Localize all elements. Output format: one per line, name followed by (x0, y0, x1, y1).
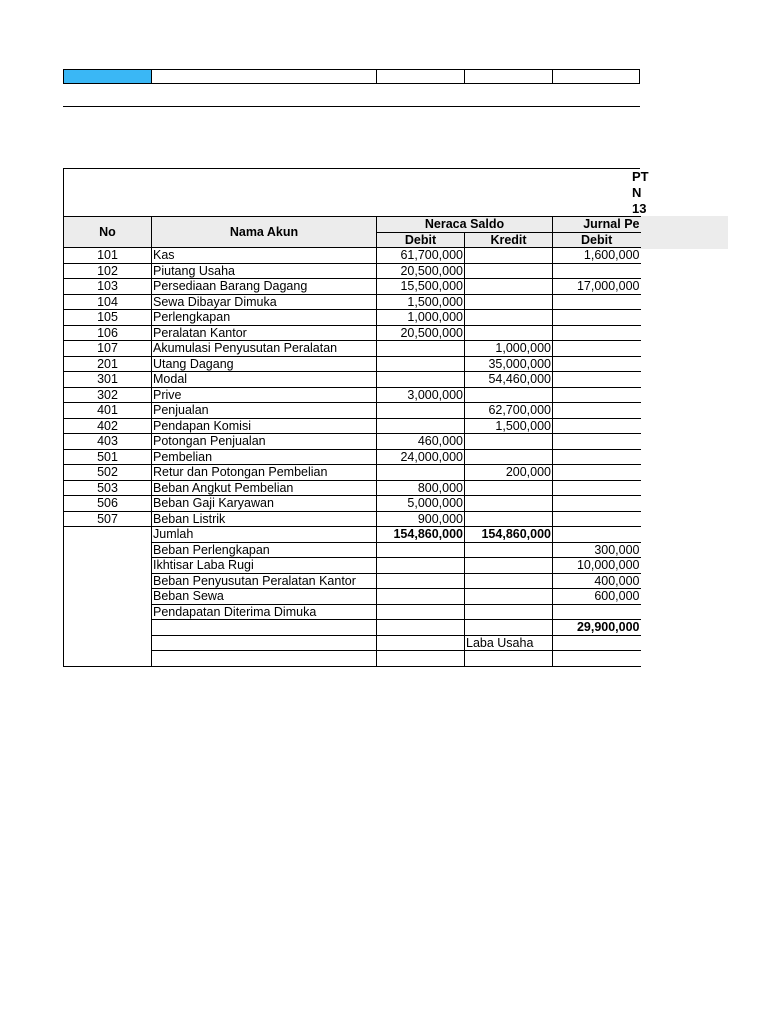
account-number-cell[interactable]: 302 (64, 387, 152, 403)
adjusting-debit-cell[interactable] (553, 294, 641, 310)
account-name-cell[interactable]: Beban Perlengkapan (152, 542, 377, 558)
empty-cell[interactable] (553, 651, 641, 667)
account-name-cell[interactable]: Pendapatan Diterima Dimuka (152, 604, 377, 620)
account-number-cell[interactable]: 402 (64, 418, 152, 434)
table-row (64, 434, 641, 450)
debit-cell[interactable]: 460,000 (377, 434, 465, 450)
credit-cell[interactable] (465, 542, 553, 558)
adjusting-debit-cell[interactable] (553, 372, 641, 388)
credit-cell[interactable] (465, 434, 553, 450)
credit-cell[interactable] (465, 294, 553, 310)
empty-no-cell[interactable] (64, 527, 152, 543)
header-account: Nama Akun (152, 217, 377, 248)
table-row (64, 418, 641, 434)
debit-cell[interactable]: 24,000,000 (377, 449, 465, 465)
cell-divider (376, 70, 377, 83)
account-number-cell[interactable]: 507 (64, 511, 152, 527)
table-row (64, 651, 641, 667)
adjusting-debit-cell[interactable]: 17,000,000 (553, 279, 641, 295)
adjusting-debit-cell[interactable] (553, 341, 641, 357)
header-credit: Kredit (465, 232, 553, 248)
adjusting-total-row (64, 620, 641, 636)
account-name-cell[interactable]: Retur dan Potongan Pembelian (152, 465, 377, 481)
account-number-cell[interactable]: 501 (64, 449, 152, 465)
credit-cell[interactable] (465, 263, 553, 279)
adjusting-debit-cell[interactable]: 600,000 (553, 589, 641, 605)
debit-cell[interactable] (377, 372, 465, 388)
divider-line (63, 106, 640, 107)
total-label-cell[interactable]: Jumlah (152, 527, 377, 543)
table-row (64, 496, 641, 512)
debit-cell[interactable]: 1,500,000 (377, 294, 465, 310)
empty-no-cell[interactable] (64, 542, 152, 558)
empty-no-cell[interactable] (64, 604, 152, 620)
worksheet-title-box (63, 168, 649, 216)
header-trial-balance: Neraca Saldo (377, 217, 553, 233)
credit-cell[interactable]: 62,700,000 (465, 403, 553, 419)
adjusting-debit-cell[interactable] (553, 480, 641, 496)
credit-cell[interactable] (465, 573, 553, 589)
adjusting-debit-cell[interactable] (553, 496, 641, 512)
debit-cell[interactable] (377, 403, 465, 419)
title-line-3: 13 (632, 201, 647, 216)
table-row (64, 604, 641, 620)
account-name-cell[interactable]: Beban Angkut Pembelian (152, 480, 377, 496)
total-debit-cell[interactable]: 154,860,000 (377, 527, 465, 543)
table-row (64, 341, 641, 357)
table-row (64, 542, 641, 558)
account-number-cell[interactable]: 104 (64, 294, 152, 310)
adjusting-debit-cell[interactable] (553, 434, 641, 450)
table-row (64, 403, 641, 419)
adjusting-debit-cell[interactable] (553, 511, 641, 527)
empty-cell[interactable] (553, 635, 641, 651)
empty-no-cell[interactable] (64, 635, 152, 651)
account-number-cell[interactable]: 502 (64, 465, 152, 481)
header-overflow-bg (640, 216, 728, 249)
account-name-cell[interactable]: Utang Dagang (152, 356, 377, 372)
selected-cell-highlight (64, 70, 151, 83)
credit-cell[interactable]: 1,500,000 (465, 418, 553, 434)
table-row (64, 558, 641, 574)
table-row (64, 387, 641, 403)
account-number-cell[interactable]: 301 (64, 372, 152, 388)
table-row (64, 279, 641, 295)
adjusting-debit-cell[interactable]: 300,000 (553, 542, 641, 558)
debit-cell[interactable] (377, 573, 465, 589)
account-name-cell[interactable]: Modal (152, 372, 377, 388)
debit-cell[interactable] (377, 542, 465, 558)
account-name-cell[interactable]: Pembelian (152, 449, 377, 465)
table-row (64, 589, 641, 605)
account-name-cell[interactable]: Kas (152, 248, 377, 264)
title-line-2: N (632, 185, 642, 200)
table-row (64, 310, 641, 326)
adjusting-debit-cell[interactable] (553, 527, 641, 543)
account-name-cell[interactable]: Piutang Usaha (152, 263, 377, 279)
empty-no-cell[interactable] (64, 651, 152, 667)
table-row (64, 511, 641, 527)
credit-cell[interactable] (465, 589, 553, 605)
empty-cell[interactable] (465, 651, 553, 667)
empty-no-cell[interactable] (64, 620, 152, 636)
account-name-cell[interactable]: Akumulasi Penyusutan Peralatan (152, 341, 377, 357)
table-row (64, 480, 641, 496)
account-number-cell[interactable]: 103 (64, 279, 152, 295)
account-number-cell[interactable]: 107 (64, 341, 152, 357)
adjusting-debit-cell[interactable] (553, 387, 641, 403)
debit-cell[interactable] (377, 558, 465, 574)
adjusting-debit-cell[interactable] (553, 403, 641, 419)
account-number-cell[interactable]: 403 (64, 434, 152, 450)
title-line-1: PT (632, 169, 649, 184)
debit-cell[interactable]: 1,000,000 (377, 310, 465, 326)
header-adj-debit: Debit (553, 232, 641, 248)
debit-cell[interactable] (377, 604, 465, 620)
empty-cell[interactable] (152, 651, 377, 667)
adjusting-total-cell[interactable]: 29,900,000 (553, 620, 641, 636)
debit-cell[interactable]: 5,000,000 (377, 496, 465, 512)
credit-cell[interactable] (465, 480, 553, 496)
credit-cell[interactable]: 54,460,000 (465, 372, 553, 388)
total-credit-cell[interactable]: 154,860,000 (465, 527, 553, 543)
total-row (64, 527, 641, 543)
cell-divider (552, 70, 553, 83)
credit-cell[interactable] (465, 387, 553, 403)
credit-cell[interactable]: 35,000,000 (465, 356, 553, 372)
credit-cell[interactable] (465, 279, 553, 295)
adjusting-debit-cell[interactable]: 10,000,000 (553, 558, 641, 574)
debit-cell[interactable] (377, 341, 465, 357)
account-number-cell[interactable]: 506 (64, 496, 152, 512)
credit-cell[interactable] (465, 604, 553, 620)
profit-label-cell[interactable]: Laba Usaha (465, 635, 553, 651)
debit-cell[interactable] (377, 589, 465, 605)
account-name-cell[interactable]: Ikhtisar Laba Rugi (152, 558, 377, 574)
account-name-cell[interactable]: Perlengkapan (152, 310, 377, 326)
table-row (64, 573, 641, 589)
account-number-cell[interactable]: 101 (64, 248, 152, 264)
header-adjusting: Jurnal Pe (553, 217, 641, 233)
profit-row (64, 635, 641, 651)
adjusting-debit-cell[interactable]: 400,000 (553, 573, 641, 589)
account-number-cell[interactable]: 401 (64, 403, 152, 419)
empty-cell[interactable] (377, 620, 465, 636)
adjusting-debit-cell[interactable] (553, 310, 641, 326)
top-row-strip (63, 69, 640, 84)
empty-no-cell[interactable] (64, 558, 152, 574)
empty-no-cell[interactable] (64, 589, 152, 605)
adjusting-debit-cell[interactable] (553, 604, 641, 620)
table-row (64, 372, 641, 388)
adjusting-debit-cell[interactable] (553, 449, 641, 465)
table-row (64, 294, 641, 310)
table-row (64, 356, 641, 372)
worksheet-table (63, 216, 641, 667)
table-row (64, 248, 641, 264)
account-number-cell[interactable]: 106 (64, 325, 152, 341)
table-row (64, 449, 641, 465)
empty-cell[interactable] (465, 620, 553, 636)
credit-cell[interactable] (465, 496, 553, 512)
credit-cell[interactable] (465, 449, 553, 465)
account-name-cell[interactable]: Beban Penyusutan Peralatan Kantor (152, 573, 377, 589)
debit-cell[interactable]: 15,500,000 (377, 279, 465, 295)
adjusting-debit-cell[interactable]: 1,600,000 (553, 248, 641, 264)
adjusting-debit-cell[interactable] (553, 465, 641, 481)
account-name-cell[interactable]: Sewa Dibayar Dimuka (152, 294, 377, 310)
account-name-cell[interactable]: Beban Listrik (152, 511, 377, 527)
account-name-cell[interactable]: Beban Gaji Karyawan (152, 496, 377, 512)
account-number-cell[interactable]: 503 (64, 480, 152, 496)
account-name-cell[interactable]: Pendapan Komisi (152, 418, 377, 434)
account-name-cell[interactable]: Prive (152, 387, 377, 403)
debit-cell[interactable]: 61,700,000 (377, 248, 465, 264)
credit-cell[interactable]: 200,000 (465, 465, 553, 481)
empty-no-cell[interactable] (64, 573, 152, 589)
table-row (64, 263, 641, 279)
cell-divider (464, 70, 465, 83)
account-name-cell[interactable]: Peralatan Kantor (152, 325, 377, 341)
debit-cell[interactable]: 800,000 (377, 480, 465, 496)
credit-cell[interactable] (465, 248, 553, 264)
account-name-cell[interactable]: Beban Sewa (152, 589, 377, 605)
empty-cell[interactable] (377, 635, 465, 651)
cell-divider (151, 70, 152, 83)
empty-cell[interactable] (152, 620, 377, 636)
credit-cell[interactable] (465, 558, 553, 574)
account-name-cell[interactable]: Penjualan (152, 403, 377, 419)
account-number-cell[interactable]: 201 (64, 356, 152, 372)
empty-cell[interactable] (377, 651, 465, 667)
adjusting-debit-cell[interactable] (553, 263, 641, 279)
adjusting-debit-cell[interactable] (553, 418, 641, 434)
header-no: No (64, 217, 152, 248)
account-name-cell[interactable]: Persediaan Barang Dagang (152, 279, 377, 295)
header-debit: Debit (377, 232, 465, 248)
credit-cell[interactable] (465, 325, 553, 341)
credit-cell[interactable] (465, 511, 553, 527)
account-name-cell[interactable]: Potongan Penjualan (152, 434, 377, 450)
account-number-cell[interactable]: 102 (64, 263, 152, 279)
debit-cell[interactable]: 20,500,000 (377, 325, 465, 341)
debit-cell[interactable] (377, 356, 465, 372)
debit-cell[interactable]: 900,000 (377, 511, 465, 527)
adjusting-debit-cell[interactable] (553, 356, 641, 372)
credit-cell[interactable]: 1,000,000 (465, 341, 553, 357)
empty-cell[interactable] (152, 635, 377, 651)
adjusting-debit-cell[interactable] (553, 325, 641, 341)
account-number-cell[interactable]: 105 (64, 310, 152, 326)
debit-cell[interactable] (377, 418, 465, 434)
debit-cell[interactable] (377, 465, 465, 481)
table-row (64, 325, 641, 341)
table-row (64, 465, 641, 481)
debit-cell[interactable]: 3,000,000 (377, 387, 465, 403)
credit-cell[interactable] (465, 310, 553, 326)
debit-cell[interactable]: 20,500,000 (377, 263, 465, 279)
